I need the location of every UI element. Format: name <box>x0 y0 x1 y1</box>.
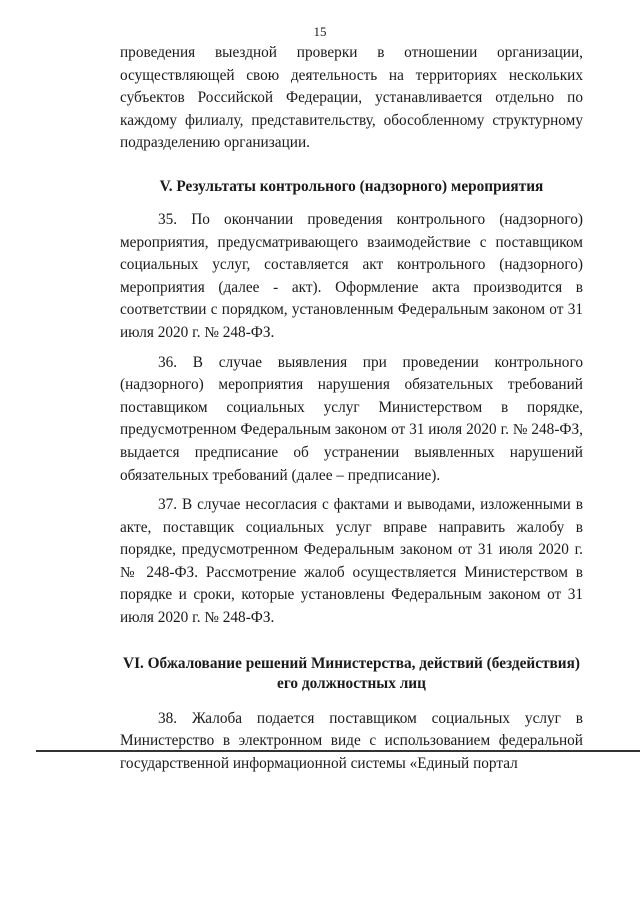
section-6-heading <box>120 654 583 694</box>
section-6-heading-line-1: VI. Обжалование решений Министерства, действий (бездействия) <box>123 654 580 672</box>
document-body <box>120 42 583 775</box>
footer-divider <box>36 750 640 752</box>
section-5-heading: V. Результаты контрольного (надзорного) мероприятия <box>159 177 544 195</box>
paragraph-35: 35. По окончании проведения контрольного (надзорного) мероприятия, предусматривающего взаимодействие с поставщиком социальных услуг, составляется акт контрольного (надзорного) мероприятия (далее - акт). Оформление акта производится в соответствии с порядком, установленным Федеральным законом от 31 июля 2020 г. № 248-ФЗ. <box>120 210 583 341</box>
paragraph-36: 36. В случае выявления при проведении контрольного (надзорного) мероприятия нарушения обязательных требований поставщиком социальных услуг Министерством в порядке, предусмотренном Федеральным законом от 31 июля 2020 г. № 248-ФЗ, выдается предписание об устранении выявленных нарушений обязательных требований (далее – предписание). <box>120 353 583 484</box>
intro-paragraph: проведения выездной проверки в отношении организации, осуществляющей свою деятельность на территориях нескольких субъектов Российской Федерации, устанавливается отдельно по каждому филиалу, представительству, обособленному структурному подразделению организации. <box>120 44 583 152</box>
page-number: 15 <box>313 24 327 39</box>
paragraph-38: 38. Жалоба подается поставщиком социальных услуг в Министерство в электронном виде с использованием федеральной государственной информационной системы «Единый портал <box>120 709 583 772</box>
paragraph-37: 37. В случае несогласия с фактами и выводами, изложенными в акте, поставщик социальных услуг вправе направить жалобу в порядке, предусмотренном Федеральным законом от 31 июля 2020 г. № 248-ФЗ. Рассмотрение жалоб осуществляется Министерством в порядке и сроки, которые установлены Федеральным законом от 31 июля 2020 г. № 248-ФЗ. <box>120 496 583 627</box>
section-6-heading-line-2: его должностных лиц <box>277 674 426 692</box>
